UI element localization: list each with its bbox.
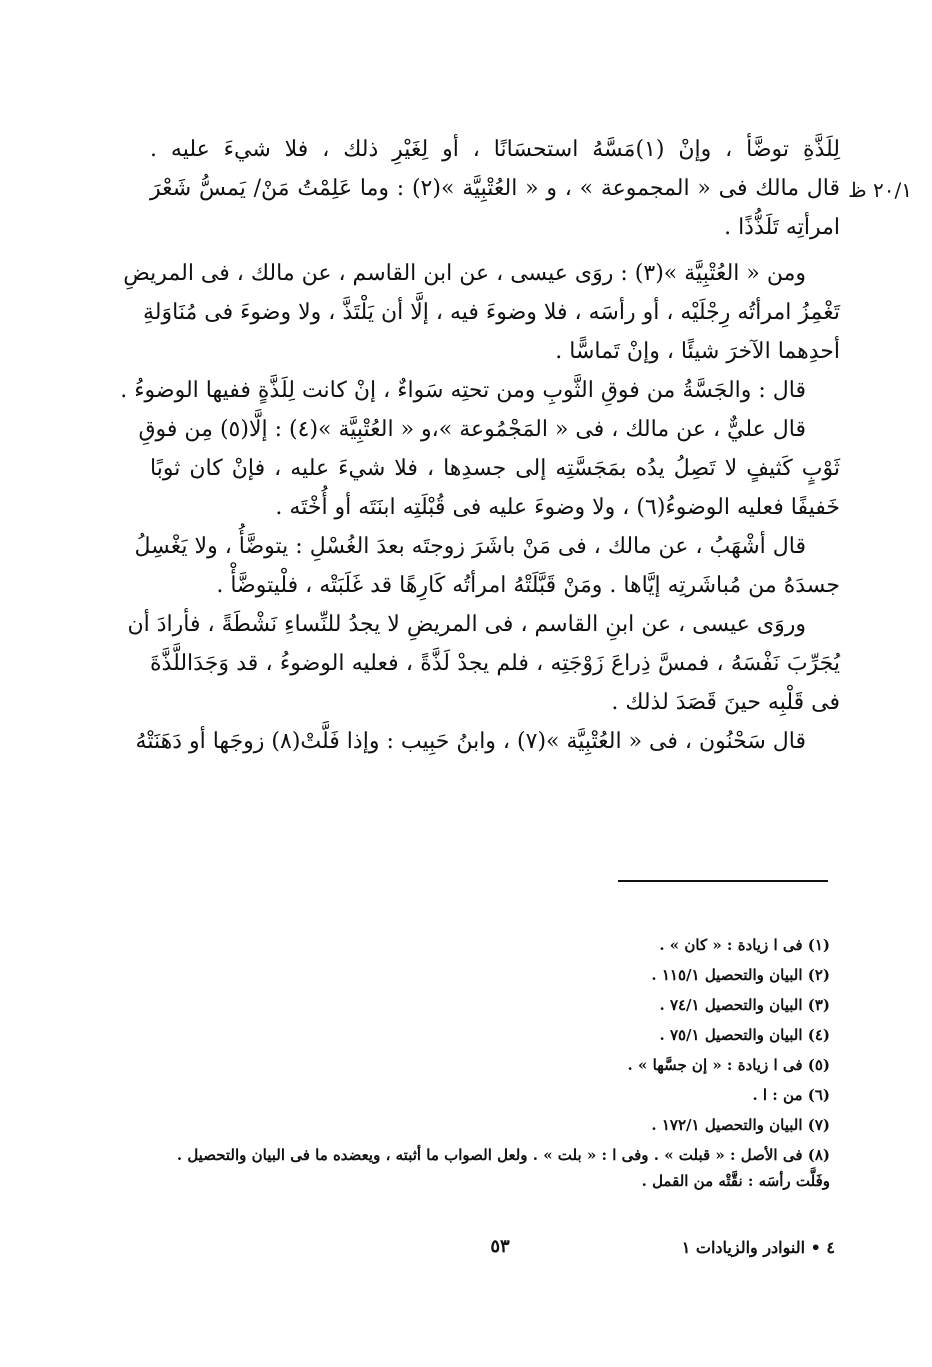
text-line: يُجَرِّبَ نَفْسَهُ ، فمسَّ ذِراعَ زَوْجَتِه ، فلم يجدْ لَذَّةً ، فعليه الوضوءُ ، قد وَجَدَاللَّذَّةَ xyxy=(150,651,840,676)
footnote: (٧) البيان والتحصيل ١٧٢/١ . xyxy=(651,1116,830,1134)
text-line: قال أشْهَبُ ، عن مالك ، فى مَنْ باشَرَ زوجتَه بعدَ الغُسْلِ : يتوضَّأُ ، ولا يَغْسِلُ xyxy=(134,534,806,559)
footnote: (٣) البيان والتحصيل ٧٤/١ . xyxy=(659,996,830,1014)
footnote-continuation: وفَلَّت رأسَه : نقَّتْه من القمل . xyxy=(641,1172,830,1190)
page-number: ٥٣ xyxy=(490,1236,510,1257)
text-line: أحدِهما الآخرَ شيئًا ، وإنْ تَماسًّا . xyxy=(555,339,840,364)
footnote-separator xyxy=(618,880,828,882)
text-line: قال سَحْنُون ، فى « العُتْبِيَّة »(٧) ، وابنُ حَبِيب : وإذا فَلَّتْ(٨) زوجَها أو دَهَنَتْهُ xyxy=(135,729,806,754)
text-line: ثَوْبٍ كَثيفٍ لا تَصِلُ يدُه بمَجَسَّتِه إلى جسدِها ، فلا شيءَ عليه ، فإنْ كان ثوبًا xyxy=(150,456,840,481)
footnotes xyxy=(150,930,830,1192)
text-line: قال : والجَسَّةُ من فوقِ الثَّوبِ ومن تحتِه سَواءٌ ، إنْ كانت لِلَذَّةٍ ففيها الوضوءُ . xyxy=(120,378,806,403)
text-line: تَغْمِزُ امرأتُه رِجْلَيْه ، أو رأسَه ، فلا وضوءَ فيه ، إلَّا أن يَلْتَذَّ ، ولا وضوءَ فى مُنَاوَلةِ xyxy=(143,300,840,325)
footnote: (٨) فى الأصل : « قبلت » . وفى ا : « بلت » . ولعل الصواب ما أثبته ، ويعضده ما فى البيان والتحصيل . xyxy=(176,1146,830,1164)
text-line: لِلَذَّةِ توضَّأ ، وإنْ (١)مَسَّهُ استحسَانًا ، أو لِغَيْرِ ذلك ، فلا شيءَ عليه . xyxy=(150,137,840,162)
text-line: امرأتِه تَلَذُّذًا . xyxy=(724,215,840,240)
text-line: فى قَلْبِه حينَ قَصَدَ لذلك . xyxy=(611,690,840,715)
text-line: قال مالك فى « المجموعة » ، و « العُتْبِيَّة »(٢) : وما عَلِمْتُ مَنْ/ يَمسُّ شَعْرَ xyxy=(150,176,840,201)
text-line: قال عليٌّ ، عن مالك ، فى « المَجْمُوعة »،و « العُتْبِيَّة »(٤) : إلَّا(٥) مِن فوقِ xyxy=(138,417,806,442)
text-line: خَفيفًا فعليه الوضوءُ(٦) ، ولا وضوءَ عليه فى قُبْلَتِه ابنَتَه أو أُخْتَه . xyxy=(275,495,840,520)
text-line: ومن « العُتْبِيَّة »(٣) : روَى عيسى ، عن ابن القاسم ، عن مالك ، فى المريضِ xyxy=(123,261,806,286)
footnote: (١) فى ا زيادة : « كان » . xyxy=(659,936,830,954)
footnote: (٥) فى ا زيادة : « إن جسَّها » . xyxy=(627,1056,830,1074)
margin-manuscript-reference: ٢٠/١ ظ xyxy=(848,178,912,202)
text-line: جسدَهُ من مُباشَرتِه إيَّاها . ومَنْ قَبَّلَتْهُ امرأتُه كَارِهًا قد غَلَبَتْه ، فلْيتوضَّأْ . xyxy=(216,573,840,598)
main-text xyxy=(120,130,840,761)
footnote: (٤) البيان والتحصيل ٧٥/١ . xyxy=(659,1026,830,1044)
footnote: (٦) من : ا . xyxy=(752,1086,830,1104)
text-line: وروَى عيسى ، عن ابنِ القاسم ، فى المريضِ لا يجدُ للنِّساءِ نَشْطَةً ، فأرادَ أن xyxy=(127,612,806,637)
footnote: (٢) البيان والتحصيل ١١٥/١ . xyxy=(651,966,830,984)
footer-book-title: ٤ • النوادر والزيادات ١ xyxy=(681,1238,835,1257)
